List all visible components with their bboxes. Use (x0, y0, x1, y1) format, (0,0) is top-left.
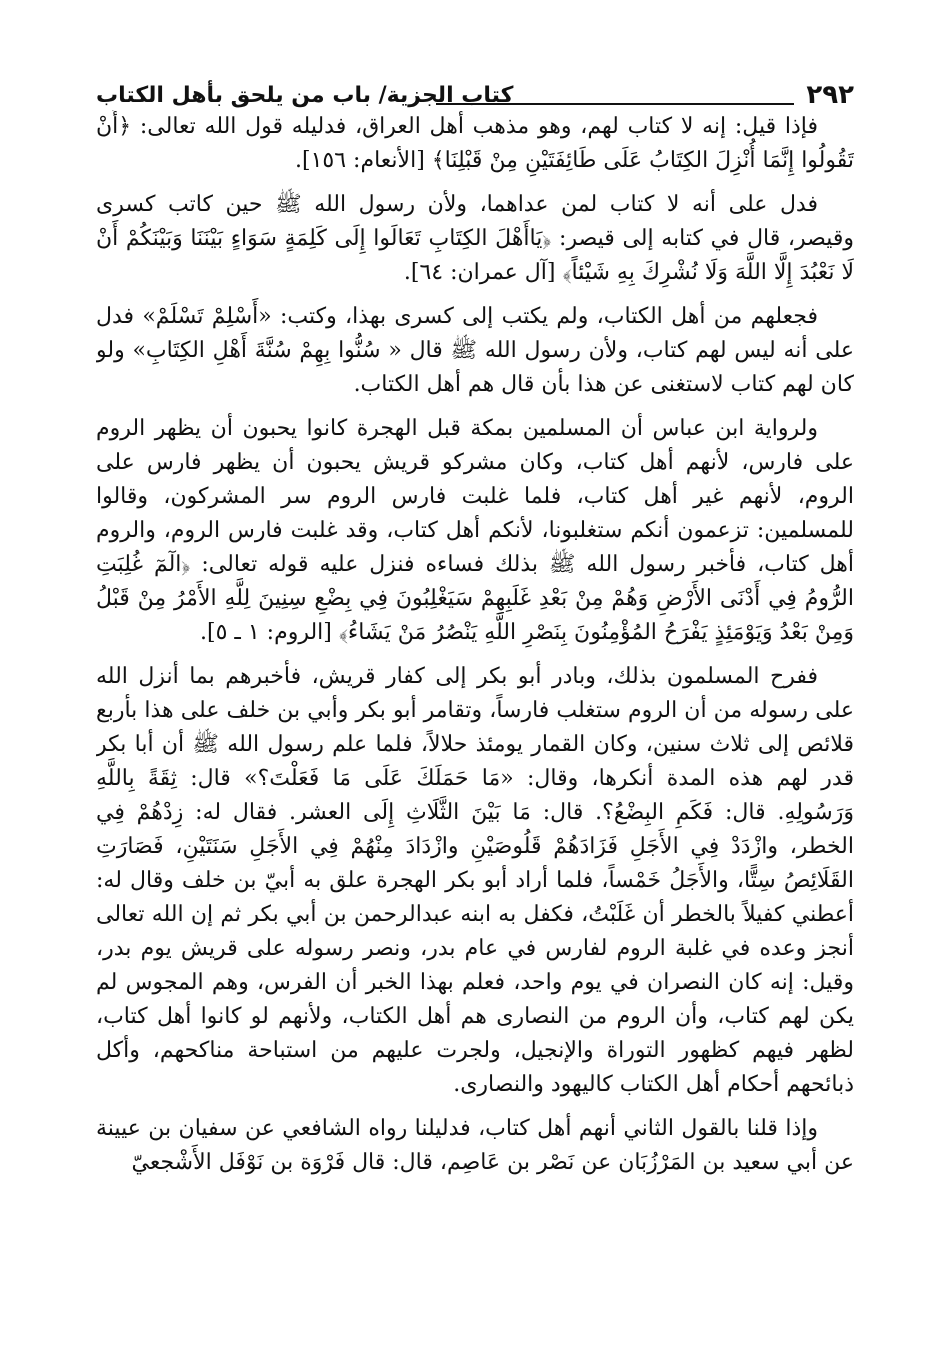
paragraph: وإذا قلنا بالقول الثاني أنهم أهل كتاب، فدليلنا رواه الشافعي عن سفيان بن عيينة عن أبي سعيد بن المَرْزُبَان عن نَصْر بن عَاصِم، قال: قال فَرْوَة بن نَوْفَل الأَشْجعيّ (96, 1116, 854, 1175)
page-body (96, 110, 854, 1330)
paragraph: ففرح المسلمون بذلك، وبادر أبو بكر إلى كفار قريش، فأخبرهم بما أنزل الله على رسوله من أن الروم ستغلب فارساً، وتقامر أبو بكر وأبي بن خلف على هذا بأربع قلائص إلى ثلاث سنين، وكان القمار يومئذ حلالاً، فلما علم رسول الله ﷺ أن أبا بكر قدر لهم هذه المدة أنكرها، وقال: «مَا حَمَلَكَ عَلَى مَا فَعَلْتَ؟» قال: ثِقَةً بِاللَّهِ وَرَسُولِهِ. قال: فَكَمِ البِضْعُ؟. قال: مَا بَيْنَ الثَّلَاثِ إِلَى العشر. فقال له: زِدْهُمْ فِي الخطر، وازْدَدْ فِي الأَجَلِ فَزَادَهُمْ قَلُوصَيْنِ وازْدَادَ مِنْهُمْ فِي الأَجَلِ سَنَتَيْنِ، فَصَارَتِ القَلَائِصُ سِتًّا، والأَجَلُ خَمْساً، فلما أراد أبو بكر الهجرة علق به أبيّ بن خلف وقال له: أعطني كفيلاً بالخطر أن غَلَبْتُ، فكفل به ابنه عبدالرحمن بن أبي بكر ثم إن الله تعالى أنجز وعده في غلبة الروم لفارس في عام بدر، ونصر رسوله على قريش يوم بدر، وقيل: إنه كان النصران في يوم واحد، فعلم بهذا الخبر أن الفرس، وهم المجوس لم يكن لهم كتاب، وأن الروم من النصارى هم أهل الكتاب، ولأنهم لو كانوا أهل كتاب، لظهر فيهم كظهور التوراة والإنجيل، ولجرت عليهم من استباحة مناكحهم، وأكل ذبائحهم أحكام أهل الكتاب كاليهود والنصارى. (96, 664, 854, 1097)
running-title: كتاب الجزية/ باب من يلحق بأهل الكتاب (96, 83, 514, 108)
paragraph: ولرواية ابن عباس أن المسلمين بمكة قبل الهجرة كانوا يحبون أن يظهر الروم على فارس، لأنهم أهل كتاب، وكان مشركو قريش يحبون أن يظهر فارس على الروم، لأنهم غير أهل كتاب، فلما غلبت فارس الروم سر المشركون، وقالوا للمسلمين: تزعمون أنكم ستغلبونا، لأنكم أهل كتاب، وقد غلبت فارس الروم، والروم أهل كتاب، فأخبر رسول الله ﷺ بذلك فساءه فنزل عليه قوله تعالى: ﴿الٓمٓ غُلِبَتِ الرُّومُ فِي أَدْنَى الأَرْضِ وَهُمْ مِنْ بَعْدِ غَلَبِهِمْ سَيَغْلِبُونَ فِي بِضْعِ سِنِينَ لِلَّهِ الأَمْرُ مِنْ قَبْلُ وَمِنْ بَعْدُ وَيَوْمَئِذٍ يَفْرَحُ المُؤْمِنُونَ بِنَصْرِ اللَّهِ يَنْصُرُ مَنْ يَشَاءُ﴾ [الروم: ١ ـ ٥]. (96, 416, 854, 645)
page-header (96, 70, 854, 110)
paragraph: فدل على أنه لا كتاب لمن عداهما، ولأن رسول الله ﷺ حين كاتب كسرى وقيصر، قال في كتابه إلى قيصر: ﴿يَاأَهْلَ الكِتَابِ تَعَالَوا إِلَى كَلِمَةٍ سَوَاءٍ بَيْنَنَا وَبَيْنَكُمْ أَنْ لَا نَعْبُدَ إِلَّا اللَّهَ وَلَا نُشْرِكَ بِهِ شَيْئاً﴾ [آل عمران: ٦٤]. (96, 192, 854, 285)
paragraph: فإذا قيل: إنه لا كتاب لهم، وهو مذهب أهل العراق، فدليله قول الله تعالى: ﴿أَنْ تَقُولُوا إِنَّمَا أُنْزِلَ الكِتَابُ عَلَى طَائِفَتَيْنِ مِنْ قَبْلِنَا﴾ [الأنعام: ١٥٦]. (96, 114, 854, 173)
page-number: ٢٩٢ (806, 80, 854, 110)
paragraph: فجعلهم من أهل الكتاب، ولم يكتب إلى كسرى بهذا، وكتب: «أَسْلِمْ تَسْلَمْ» فدل على أنه ليس لهم كتاب، ولأن رسول الله ﷺ قال « سُنُّوا بِهِمْ سُنَّةَ أَهْلِ الكِتَابِ» ولو كان لهم كتاب لاستغنى عن هذا بأن قال هم أهل الكتاب. (96, 304, 854, 397)
